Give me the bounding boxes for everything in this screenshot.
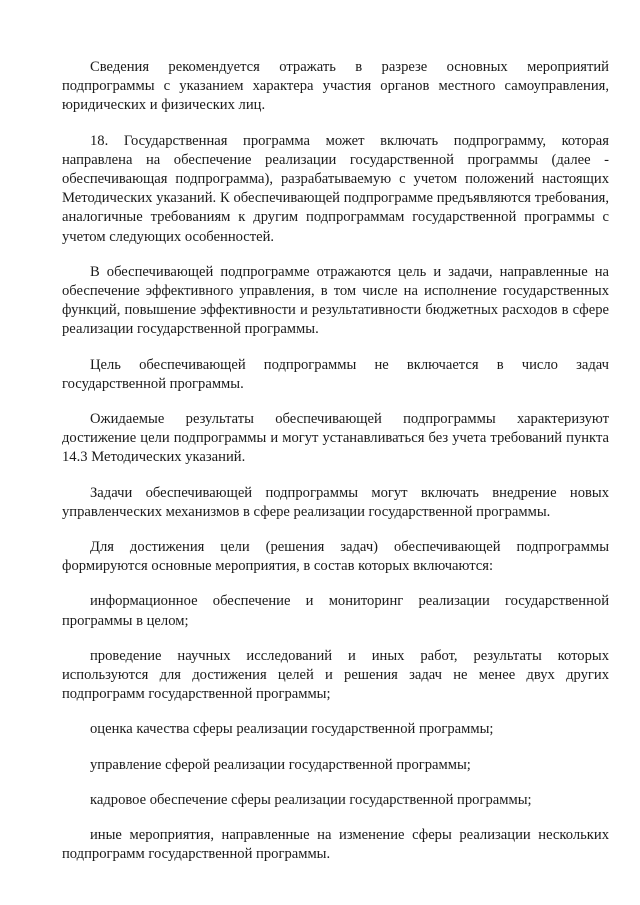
paragraph-main-activities: Для достижения цели (решения задач) обеспечивающей подпрограммы формируются основные мероприятия, в состав которых включаются: (62, 539, 609, 575)
paragraph-information-scope: Сведения рекомендуется отражать в разрезе основных мероприятий подпрограммы с указанием характера участия органов местного самоуправления, юридических и физических лиц. (62, 59, 609, 114)
paragraph-goals-and-tasks: В обеспечивающей подпрограмме отражаются цель и задачи, направленные на обеспечение эффективного управления, в том числе на исполнение государственных функций, повышение эффективности и результативности бюджетных расходов в сфере реализации государственной программы. (62, 263, 609, 338)
list-item-quality-assessment: оценка качества сферы реализации государственной программы; (90, 721, 494, 738)
paragraph-tasks-mechanisms: Задачи обеспечивающей подпрограммы могут включать внедрение новых управленческих механизмов в сфере реализации государственной программы. (62, 484, 609, 520)
list-item-other-activities: иные мероприятия, направленные на изменение сферы реализации нескольких подпрограмм государственной программы. (62, 827, 609, 863)
list-item-staffing: кадровое обеспечение сферы реализации государственной программы; (90, 791, 532, 808)
document-page (62, 58, 609, 881)
paragraph-expected-results: Ожидаемые результаты обеспечивающей подпрограммы характеризуют достижение цели подпрограммы и могут устанавливаться без учета требований пункта 14.3 Методических указаний. (62, 411, 609, 466)
list-item-management: управление сферой реализации государственной программы; (90, 756, 471, 773)
paragraph-goal-not-included: Цель обеспечивающей подпрограммы не включается в число задач государственной программы. (62, 356, 609, 392)
list-item-research: проведение научных исследований и иных работ, результаты которых используются для достижения целей и решения задач не менее двух других подпрограмм государственной программы; (62, 647, 609, 703)
list-item-monitoring: информационное обеспечение и мониторинг реализации государственной программы в целом; (62, 593, 609, 629)
paragraph-item-18: 18. Государственная программа может включать подпрограмму, которая направлена на обеспечение реализации государственной программы (далее - обеспечивающая подпрограмма), разрабатываемую с учетом положений настоящих Методических указаний. К обеспечивающей подпрограмме предъявляются требования, аналогичные требованиям к другим подпрограммам государственной программы с учетом следующих особенностей. (62, 132, 609, 245)
